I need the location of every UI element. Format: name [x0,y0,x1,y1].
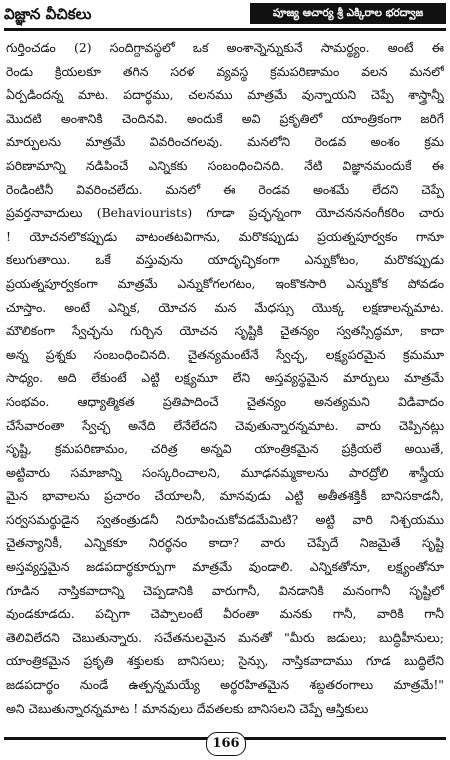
text-line: తెలివిలేదని చెబుతున్నారు. సచేతనులమైన మనతో "మీరు జడులు; బుద్ధిహీనులు; [6,629,444,645]
section-title: విజ్ఞాన వీచికలు [4,5,92,23]
text-line: గుర్తించడం (2) సందిగ్దావస్థలో ఒక అంశాన్నెన్నుకునే సామర్థ్యం. అంటే ఈ [6,40,444,55]
text-line: చైతన్యానికీ, ఎన్నికకూ నిరర్థనం కాదా? వారు చెప్పేదే నిజమైతే సృష్టి [6,535,444,551]
text-line: సృష్టి, క్రమపరిణామం, చరిత్ర అన్నవి యాంత్రికమైన ప్రక్రియలే అయితే, [6,441,444,457]
text-line: యాంత్రికమైన ప్రకృతి శక్తులకు బానిసలు; సైన్సు, నాస్తికవాదాము గూడ బుద్ధిలేని [6,653,444,669]
text-line: అస్తవ్యస్తమైన జడపదార్థకూర్పుగా మాత్రమే వుండాలి. ఎన్నికతోనూ, లక్ష్యంతోనూ [6,559,444,575]
text-line: గూడిన నాస్తికవాదాన్ని చెప్పడానికి వారుగానీ, వినడానికి మనంగానీ సృష్టిలో [6,582,444,598]
author-banner: పూజ్య ఆచార్య శ్రీ ఎక్కిరాల భరద్వాజ [250,3,446,24]
page-number: 166 [206,732,246,756]
text-line: చూస్తాం. అంటే ఎన్నిక, యోచన మన మేధస్సు యొక్క లక్షణాలన్నమాట. [6,299,444,315]
header-rule [4,28,446,31]
text-line: ప్రవర్తనావాదులు (Behaviourists) గూడా ప్రచ్ఛన్నంగా యోచనననంగీకరిం చారు [6,205,444,221]
text-line: రెండు క్రియలకూ తగిన సరళ వ్యవస్థ క్రమపరిణామం వలన మనలో [6,63,444,79]
text-line: కలుగుతాయి. ఒకే వస్తువును యాదృచ్ఛికంగా ఎన్నుకోటం, మరొకప్పుడు [6,252,444,268]
text-line: ప్రయత్నపూర్వకంగా మాత్రమే ఎన్నుకోగలగటం, ఇంకొకసారి ఎన్నుకోక పోవడం [6,275,444,291]
text-line: మైన భావాలను ప్రచారం చేయాలనీ, మానవుడు ఎట్టి అతీతశక్తికీ బానిసకాడనీ, [6,488,444,504]
text-line: అని చెబుతున్నారన్నమాట ! మానవులు దేవతలకు బానిసలని చెప్పే ఆస్తికులు [6,700,369,716]
text-line: అన్న ప్రశ్నకు సంబంధించినది. చైతన్యమంటేనే స్వేచ్ఛ, లక్ష్యపరమైన క్రమమూ [6,346,444,362]
text-line: చేసేవారంతా స్వేచ్ఛ అనేది లేనేలేదని చెవుతున్నారన్నమాట. వారు చెప్పినట్లు [6,417,444,433]
text-line: వుండకూడదు. పచ్చిగా చెప్పాలంటే వీరంతా మనకు గానీ, వారికి గానీ [6,606,444,622]
text-line: మొదటి అంశానికి చెందినవి. అందుకే అవి ప్రకృతిలో యాంత్రికంగా జరిగే [6,110,444,126]
text-line: సంభవం. ఆధ్యాత్మికత ప్రతిపాదించే చైతన్యం అనత్యమని విడివాదం [6,393,444,409]
text-line: పరిణామాన్ని నడిపించే ఎన్నికకు సంబంధించినది. నేటి విజ్ఞానమందుకే ఈ [6,157,444,173]
text-line: సాధ్యం. అది లేకుంటే ఎట్టి లక్ష్యమూ లేని అస్తవ్యస్థమైన మార్పులు మాత్రమే [6,370,444,386]
text-line: రెండింటినీ వివరించలేదు. మనలో ఈ రెండవ అంశమే లేదని చెప్పే [6,181,444,197]
running-header [4,2,446,28]
text-line: మార్పులను మాత్రమే వివరించగలవు. మనలోని రెండవ అంశం క్రమ [6,134,444,150]
text-line: అట్టివారు సమాజాన్ని సంస్కరించాలని, మూఢనమ్మకాలను పారద్రోలి శాస్త్రీయ [6,464,444,480]
text-line: ! యోచనలొకప్పుడు వాటంతటవిగాను, మరొకప్పుడు ప్రయత్నపూర్వకం గానూ [6,228,444,244]
text-line: మౌలికంగా స్వేచ్ఛను గుర్చిన యోచన సృష్టికి చైతన్యం స్వతస్సిద్ధమా, కాదా [6,323,444,339]
text-line: జడపదార్థం నుండే ఉత్పన్నమయ్యే అర్థరహితమైన శబ్దతరంగాలు మాత్రమే!" [6,677,444,693]
body-text [6,36,444,720]
text-line: ఏర్పడిందన్న మాట. పదార్థము, చలనము మాత్రమే వున్నాయని చెప్పే శాస్త్రాన్నీ [6,87,444,103]
text-line: సర్వసమర్థుడైన స్వతంత్రుడనీ నిరూపించుకోవడమేమిటి? అట్టి వారి నిశ్చయము [6,511,444,527]
